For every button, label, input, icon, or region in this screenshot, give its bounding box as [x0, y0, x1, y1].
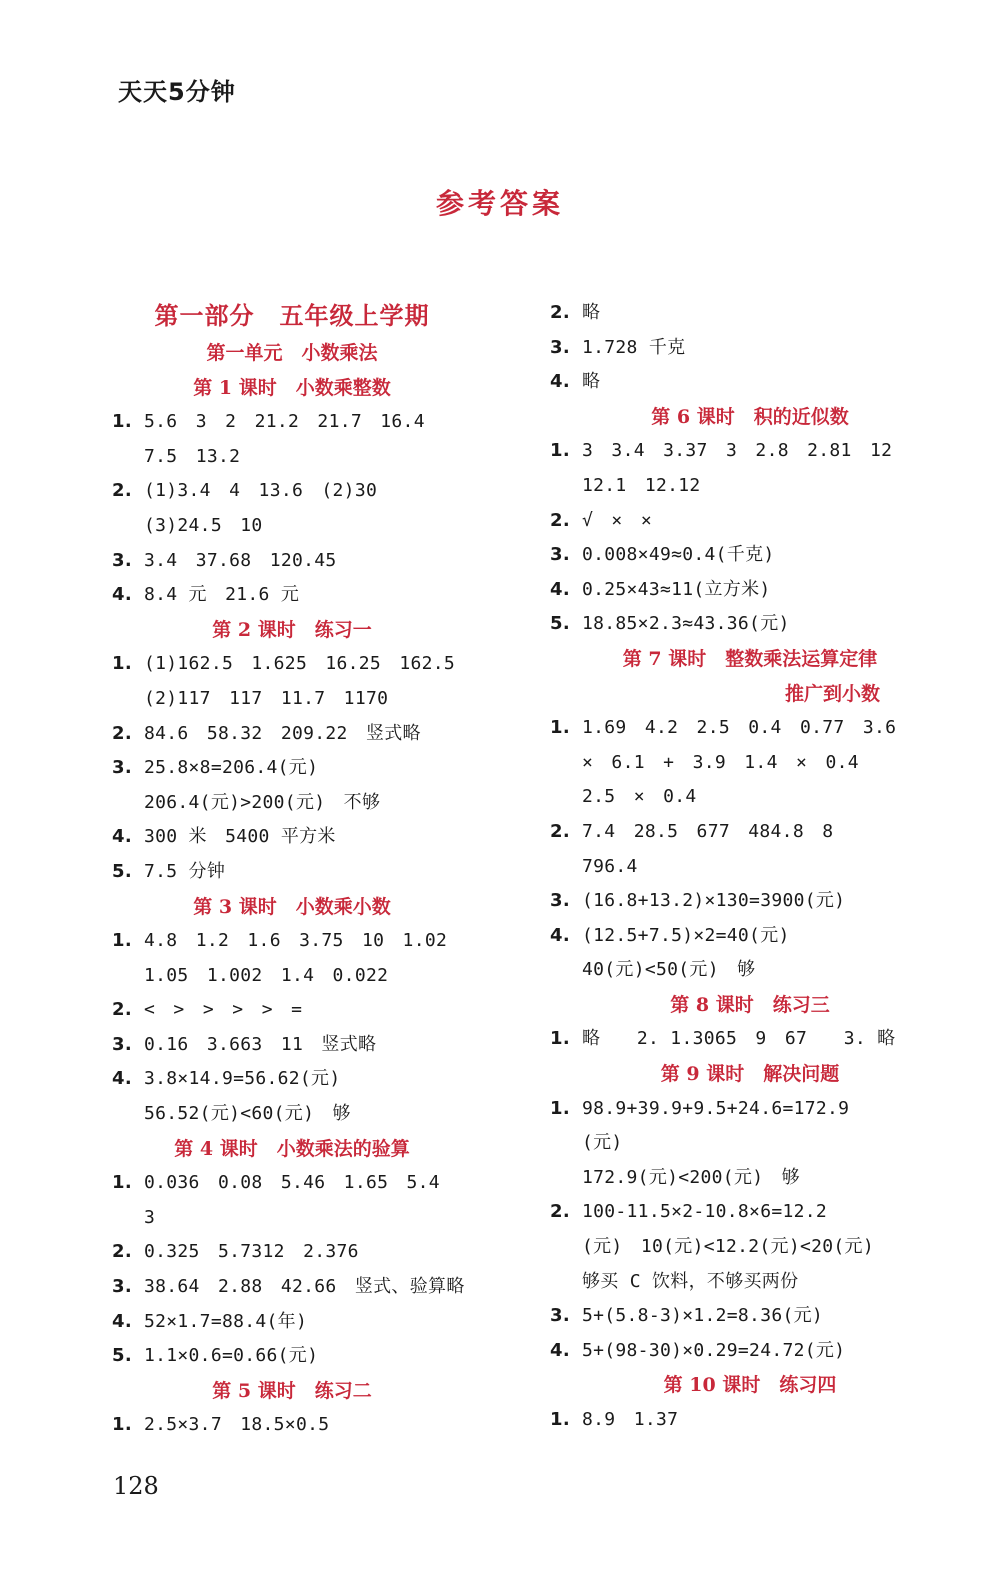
question-number: 1.	[112, 411, 132, 433]
lesson-heading: 第 4 课时 小数乘法的验算	[174, 1137, 410, 1160]
question-number: 2.	[112, 999, 132, 1021]
answer-text: 4.8 1.2 1.6 3.75 10 1.02	[144, 930, 448, 952]
answer-line	[550, 1092, 950, 1127]
answer-line	[550, 1265, 950, 1300]
answer-text: (3)24.5 10	[144, 514, 263, 536]
answer-line	[550, 1161, 950, 1196]
answer-line	[550, 1230, 950, 1265]
question-number: 1.	[112, 930, 132, 952]
answer-text: 0.008×49≈0.4(千克)	[582, 544, 775, 566]
answer-line	[112, 578, 472, 613]
answer-text: 0.25×43≈11(立方米)	[582, 578, 771, 600]
answer-text: 7.5 分钟	[144, 860, 226, 882]
question-number: 3.	[112, 757, 132, 779]
answer-text: (2)117 117 11.7 1170	[144, 687, 389, 709]
answer-line	[550, 504, 950, 539]
answer-line	[112, 1028, 472, 1063]
question-number: 2.	[112, 1241, 132, 1263]
lesson-heading: 第 8 课时 练习三	[670, 993, 830, 1016]
answer-line	[112, 1270, 472, 1305]
answer-line	[550, 780, 950, 815]
answer-text: 3	[144, 1206, 156, 1228]
question-number: 3.	[550, 1305, 570, 1327]
question-number: 1.	[550, 717, 570, 739]
answer-text: 98.9+39.9+9.5+24.6=172.9	[582, 1097, 850, 1119]
answer-text: 52×1.7=88.4(年)	[144, 1310, 308, 1332]
answer-line	[112, 647, 472, 682]
answer-text: 略 2. 1.3065 9 67 3. 略	[582, 1028, 896, 1050]
question-number: 3.	[112, 1276, 132, 1298]
answer-line	[112, 1339, 472, 1374]
answer-line	[112, 405, 472, 440]
answer-line	[550, 1126, 950, 1161]
question-number: 5.	[550, 613, 570, 635]
answer-text: 12.1 12.12	[582, 474, 701, 496]
answer-line	[550, 711, 950, 746]
answer-line	[112, 1166, 472, 1201]
answer-line	[112, 1062, 472, 1097]
question-number: 1.	[550, 1409, 570, 1430]
answer-text: 3 3.4 3.37 3 2.8 2.81 12	[582, 440, 893, 462]
question-number: 2.	[550, 302, 570, 323]
answer-text: 5+(98-30)×0.29=24.72(元)	[582, 1339, 846, 1361]
question-number: 1.	[112, 1172, 132, 1194]
answer-line	[550, 1299, 950, 1334]
answer-line	[550, 919, 950, 954]
answer-text: 84.6 58.32 209.22 竖式略	[144, 722, 421, 744]
answer-text: (16.8+13.2)×130=3900(元)	[582, 890, 846, 912]
answer-text: 1.728 千克	[582, 336, 686, 358]
answer-line	[112, 786, 472, 821]
answer-line	[112, 1201, 472, 1236]
answer-text: 25.8×8=206.4(元)	[144, 757, 319, 779]
answer-line	[550, 469, 950, 504]
answer-text: 206.4(元)>200(元) 不够	[144, 791, 381, 813]
lesson-heading: 第一单元 小数乘法	[206, 342, 378, 364]
book-series-header: 天天5分钟	[118, 78, 236, 106]
answer-line	[550, 953, 950, 988]
answer-text: 40(元)<50(元) 够	[582, 959, 756, 981]
answer-line	[550, 365, 950, 400]
question-number: 1.	[550, 1028, 570, 1050]
answer-line	[112, 751, 472, 786]
answer-text: × 6.1 + 3.9 1.4 × 0.4	[582, 751, 859, 773]
answer-line	[112, 1097, 472, 1132]
lesson-heading: 第 5 课时 练习二	[212, 1379, 372, 1402]
answer-line	[550, 331, 950, 366]
answer-line	[550, 573, 950, 608]
answer-text: (12.5+7.5)×2=40(元)	[582, 924, 790, 946]
answer-line	[112, 1305, 472, 1340]
answer-text: 18.85×2.3≈43.36(元)	[582, 613, 790, 635]
lesson-heading: 第 2 课时 练习一	[212, 618, 372, 641]
answer-text: 略	[582, 302, 601, 323]
answer-line	[112, 1408, 472, 1443]
question-number: 4.	[112, 1310, 132, 1332]
answer-text: 38.64 2.88 42.66 竖式、验算略	[144, 1276, 465, 1298]
answer-line	[112, 440, 472, 475]
left-answer-column	[112, 296, 472, 1443]
answer-text: (1)3.4 4 13.6 (2)30	[144, 480, 378, 502]
page-number: 128	[113, 1472, 159, 1500]
question-number: 4.	[550, 578, 570, 600]
answer-line	[550, 1195, 950, 1230]
answer-text: 0.325 5.7312 2.376	[144, 1241, 359, 1263]
question-number: 1.	[550, 1097, 570, 1119]
answer-line	[112, 682, 472, 717]
question-number: 2.	[550, 820, 570, 842]
lesson-heading: 第 9 课时 解决问题	[660, 1063, 840, 1086]
lesson-heading: 第 1 课时 小数乘整数	[193, 376, 391, 399]
answer-text: √ × ×	[582, 509, 653, 531]
answer-line	[112, 717, 472, 752]
question-number: 2.	[550, 1201, 570, 1223]
lesson-heading: 第 10 课时 练习四	[663, 1374, 837, 1397]
answer-line	[112, 1235, 472, 1270]
question-number: 3.	[550, 544, 570, 566]
answer-text: 0.036 0.08 5.46 1.65 5.4	[144, 1172, 440, 1194]
answer-line	[550, 815, 950, 850]
answer-text: 0.16 3.663 11 竖式略	[144, 1033, 377, 1055]
answer-line	[550, 1403, 950, 1438]
question-number: 5.	[112, 1345, 132, 1367]
answer-text: 300 米 5400 平方米	[144, 826, 336, 848]
answer-line	[550, 296, 950, 331]
answer-line	[550, 850, 950, 885]
answer-line	[112, 509, 472, 544]
answer-line	[112, 855, 472, 890]
right-answer-column	[550, 296, 950, 1438]
answer-text: (1)162.5 1.625 16.25 162.5	[144, 653, 456, 675]
answer-text: 3.4 37.68 120.45	[144, 549, 337, 571]
answer-line	[550, 746, 950, 781]
question-number: 1.	[112, 653, 132, 675]
part-heading: 第一部分 五年级上学期	[154, 301, 430, 330]
question-number: 1.	[550, 440, 570, 462]
question-number: 2.	[112, 722, 132, 744]
answer-text: 1.1×0.6=0.66(元)	[144, 1345, 319, 1367]
lesson-heading: 第 6 课时 积的近似数	[651, 405, 849, 428]
answer-text: (元)	[582, 1132, 623, 1154]
answer-line	[112, 820, 472, 855]
question-number: 3.	[550, 336, 570, 358]
answer-text: 8.9 1.37	[582, 1409, 679, 1430]
question-number: 2.	[112, 480, 132, 502]
answer-line	[112, 959, 472, 994]
answer-text: 5.6 3 2 21.2 21.7 16.4	[144, 411, 425, 433]
answer-line	[550, 1022, 950, 1057]
question-number: 4.	[112, 584, 132, 606]
answer-text: 8.4 元 21.6 元	[144, 584, 300, 606]
question-number: 5.	[112, 860, 132, 882]
question-number: 4.	[550, 371, 570, 393]
answer-line	[550, 884, 950, 919]
answer-text: < > > > > =	[144, 999, 303, 1021]
lesson-heading: 第 3 课时 小数乘小数	[193, 895, 391, 918]
answer-line	[112, 924, 472, 959]
answer-text: 够买 C 饮料，不够买两份	[582, 1270, 799, 1292]
answer-text: (元) 10(元)<12.2(元)<20(元)	[582, 1236, 874, 1258]
answer-text: 172.9(元)<200(元) 够	[582, 1166, 800, 1188]
answer-line	[112, 544, 472, 579]
question-number: 4.	[550, 1339, 570, 1361]
question-number: 3.	[550, 890, 570, 912]
answer-text: 2.5 × 0.4	[582, 786, 697, 808]
question-number: 2.	[550, 509, 570, 531]
answer-line	[550, 1334, 950, 1369]
question-number: 3.	[112, 549, 132, 571]
page-title: 参考答案	[435, 187, 564, 220]
question-number: 4.	[112, 1068, 132, 1090]
question-number: 4.	[112, 826, 132, 848]
answer-text: 5+(5.8-3)×1.2=8.36(元)	[582, 1305, 824, 1327]
answer-line	[112, 474, 472, 509]
answer-text: 100-11.5×2-10.8×6=12.2	[582, 1201, 828, 1223]
answer-text: 56.52(元)<60(元) 够	[144, 1103, 351, 1125]
answer-text: 略	[582, 371, 601, 393]
answer-line	[112, 993, 472, 1028]
answer-text: 7.5 13.2	[144, 445, 241, 467]
answer-text: 796.4	[582, 855, 638, 877]
lesson-heading: 第 7 课时 整数乘法运算定律	[622, 647, 878, 670]
answer-text: 3.8×14.9=56.62(元)	[144, 1068, 341, 1090]
answer-text: 1.05 1.002 1.4 0.022	[144, 964, 389, 986]
lesson-heading: 推广到小数	[784, 682, 880, 705]
answer-line	[550, 607, 950, 642]
answer-text: 1.69 4.2 2.5 0.4 0.77 3.6	[582, 717, 897, 739]
answer-text: 2.5×3.7 18.5×0.5	[144, 1414, 330, 1436]
question-number: 4.	[550, 924, 570, 946]
question-number: 1.	[112, 1414, 132, 1436]
question-number: 3.	[112, 1033, 132, 1055]
answer-line	[550, 538, 950, 573]
answer-text: 7.4 28.5 677 484.8 8	[582, 820, 834, 842]
answer-line	[550, 434, 950, 469]
